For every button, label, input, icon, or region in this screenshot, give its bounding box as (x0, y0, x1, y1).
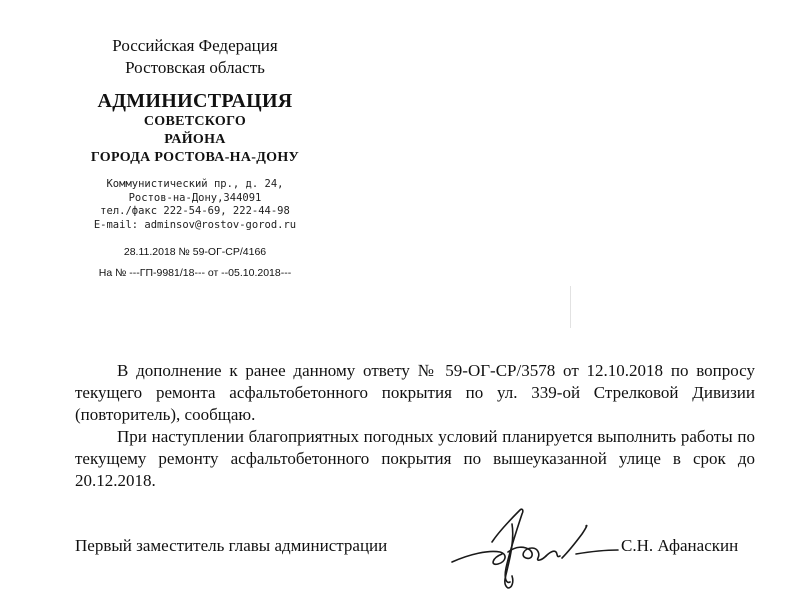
address-line-1: Коммунистический пр., д. 24, (106, 178, 284, 190)
email-address: E-mail: adminsov@rostov-gorod.ru (93, 218, 297, 231)
signature-block (75, 535, 755, 559)
letterhead (60, 30, 330, 280)
organization-line-1: СОВЕТСКОГО (143, 114, 247, 129)
organization-line-2: РАЙОНА (164, 132, 226, 147)
body-paragraph-2: При наступлении благоприятных погодных условий планируется выполнить работы по текущему ремонту асфальтобетонного покрытия по вышеуказанной улице в срок до 20.12.2018. (75, 427, 755, 490)
body-paragraph-1: В дополнение к ранее данному ответу № 59-ОГ-СР/3578 от 12.10.2018 по вопросу текущего ремонта асфальтобетонного покрытия по ул. 339-ой Стрелковой Дивизии (повторитель), сообщаю. (75, 361, 755, 424)
organization-title: АДМИНИСТРАЦИЯ (97, 90, 293, 112)
margin-divider (570, 286, 571, 328)
organization-line-3: ГОРОДА РОСТОВА-НА-ДОНУ (90, 150, 300, 165)
signer-position: Первый заместитель главы администрации (75, 536, 388, 555)
phone-fax: тел./факс 222-54-69, 222-44-98 (100, 205, 290, 217)
address-line-2: Ростов-на-Дону,344091 (128, 191, 262, 204)
outgoing-number: 28.11.2018 № 59-ОГ-СР/4166 (123, 246, 267, 258)
region-name: Ростовская область (125, 58, 265, 77)
handwritten-signature (450, 502, 620, 590)
country-name: Российская Федерация (112, 36, 278, 55)
letter-body (75, 360, 755, 492)
incoming-reference: На № ---ГП-9981/18--- от --05.10.2018--- (98, 267, 292, 279)
contact-details (60, 178, 330, 232)
signer-name: С.Н. Афанаскин (621, 536, 739, 555)
